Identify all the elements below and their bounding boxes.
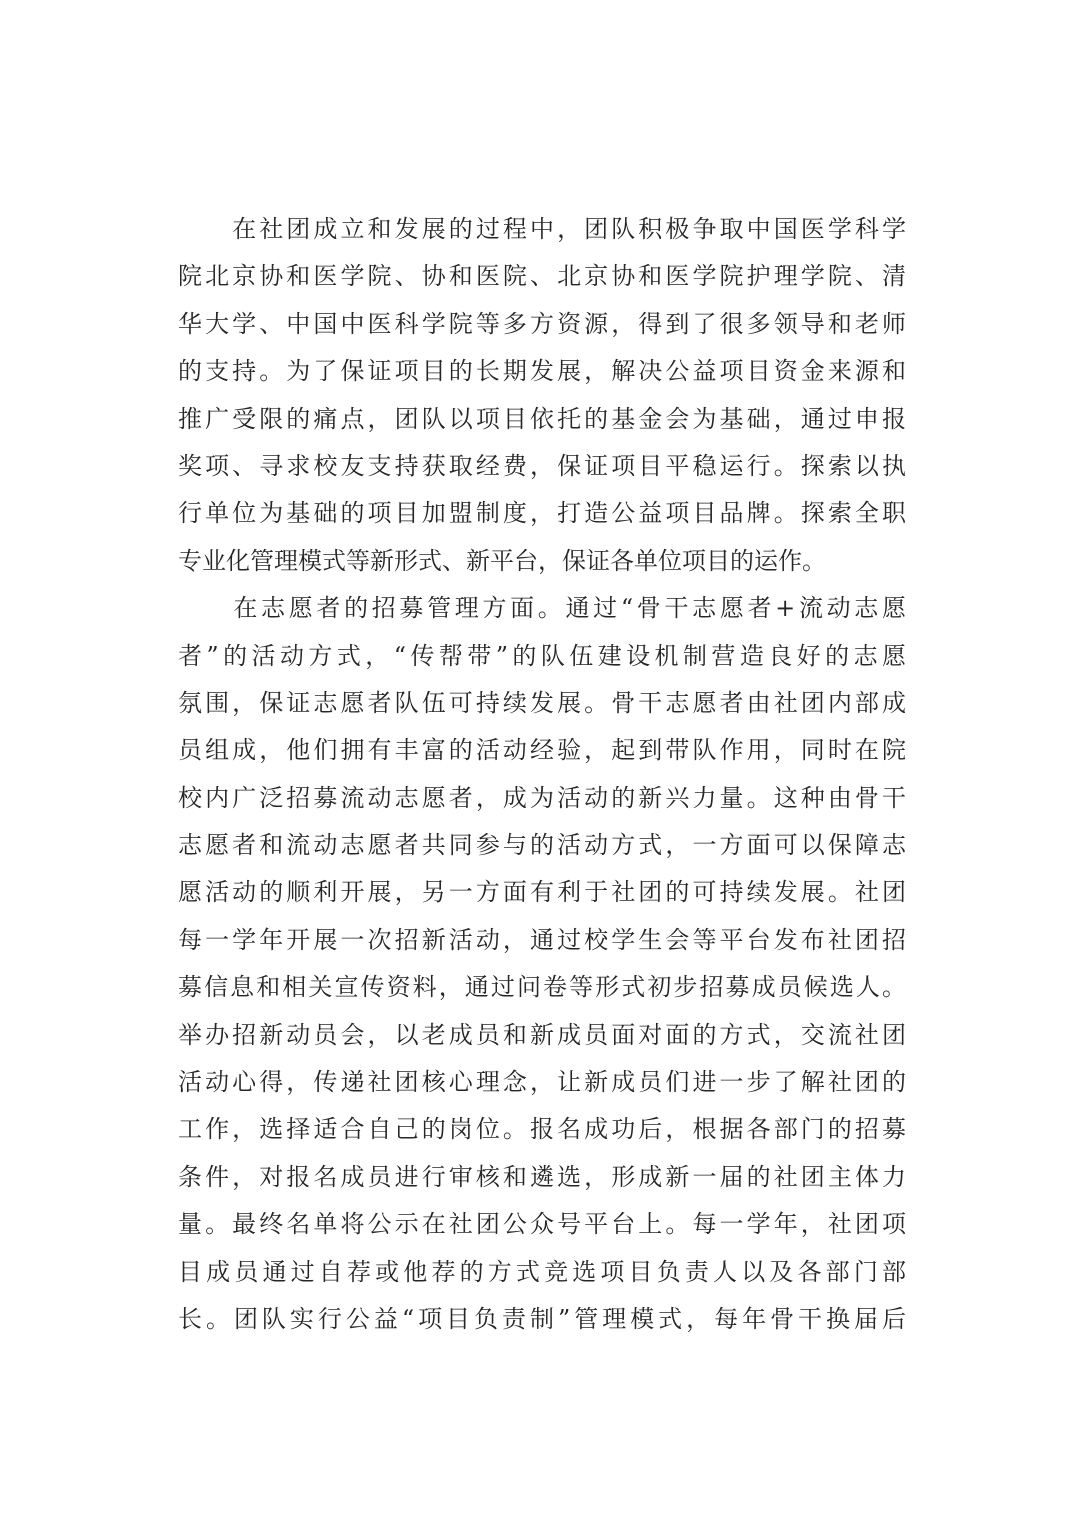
text-line: 院北京协和医学院、协和医院、北京协和医学院护理学院、清 [178, 262, 906, 291]
text-line: 的支持。为了保证项目的长期发展，解决公益项目资金来源和 [178, 357, 906, 386]
text-line: 目成员通过自荐或他荐的方式竞选项目负责人以及各部门部 [178, 1257, 906, 1286]
body-text [178, 206, 906, 1343]
text-line: 工作，选择适合自己的岗位。报名成功后，根据各部门的招募 [178, 1115, 906, 1144]
paragraph-volunteer-recruitment [178, 585, 906, 1343]
text-line: 志愿者和流动志愿者共同参与的活动方式，一方面可以保障志 [178, 831, 906, 860]
text-line: 者”的活动方式，“传帮带”的队伍建设机制营造良好的志愿 [178, 641, 906, 670]
text-line: 校内广泛招募流动志愿者，成为活动的新兴力量。这种由骨干 [178, 783, 906, 812]
text-line: 在志愿者的招募管理方面。通过“骨干志愿者+流动志愿 [178, 594, 906, 623]
text-line: 华大学、中国中医科学院等多方资源，得到了很多领导和老师 [178, 309, 906, 338]
text-line: 员组成，他们拥有丰富的活动经验，起到带队作用，同时在院 [178, 736, 906, 765]
text-line: 专业化管理模式等新形式、新平台，保证各单位项目的运作。 [178, 546, 826, 575]
text-line: 愿活动的顺利开展，另一方面有利于社团的可持续发展。社团 [178, 878, 906, 907]
text-line: 长。团队实行公益“项目负责制”管理模式，每年骨干换届后 [178, 1304, 906, 1333]
text-line: 在社团成立和发展的过程中，团队积极争取中国医学科学 [178, 215, 906, 243]
paragraph-resources [178, 206, 906, 585]
text-line: 条件，对报名成员进行审核和遴选，形成新一届的社团主体力 [178, 1162, 906, 1191]
text-line: 行单位为基础的项目加盟制度，打造公益项目品牌。探索全职 [178, 499, 906, 528]
text-line: 奖项、寻求校友支持获取经费，保证项目平稳运行。探索以执 [178, 451, 906, 480]
text-line: 举办招新动员会，以老成员和新成员面对面的方式，交流社团 [178, 1020, 906, 1049]
text-line: 推广受限的痛点，团队以项目依托的基金会为基础，通过申报 [178, 404, 906, 433]
text-line: 募信息和相关宣传资料，通过问卷等形式初步招募成员候选人。 [178, 973, 906, 1002]
text-line: 活动心得，传递社团核心理念，让新成员们进一步了解社团的 [178, 1068, 906, 1097]
text-line: 每一学年开展一次招新活动，通过校学生会等平台发布社团招 [178, 925, 906, 954]
text-line: 氛围，保证志愿者队伍可持续发展。骨干志愿者由社团内部成 [178, 688, 906, 717]
text-line: 量。最终名单将公示在社团公众号平台上。每一学年，社团项 [178, 1210, 906, 1239]
